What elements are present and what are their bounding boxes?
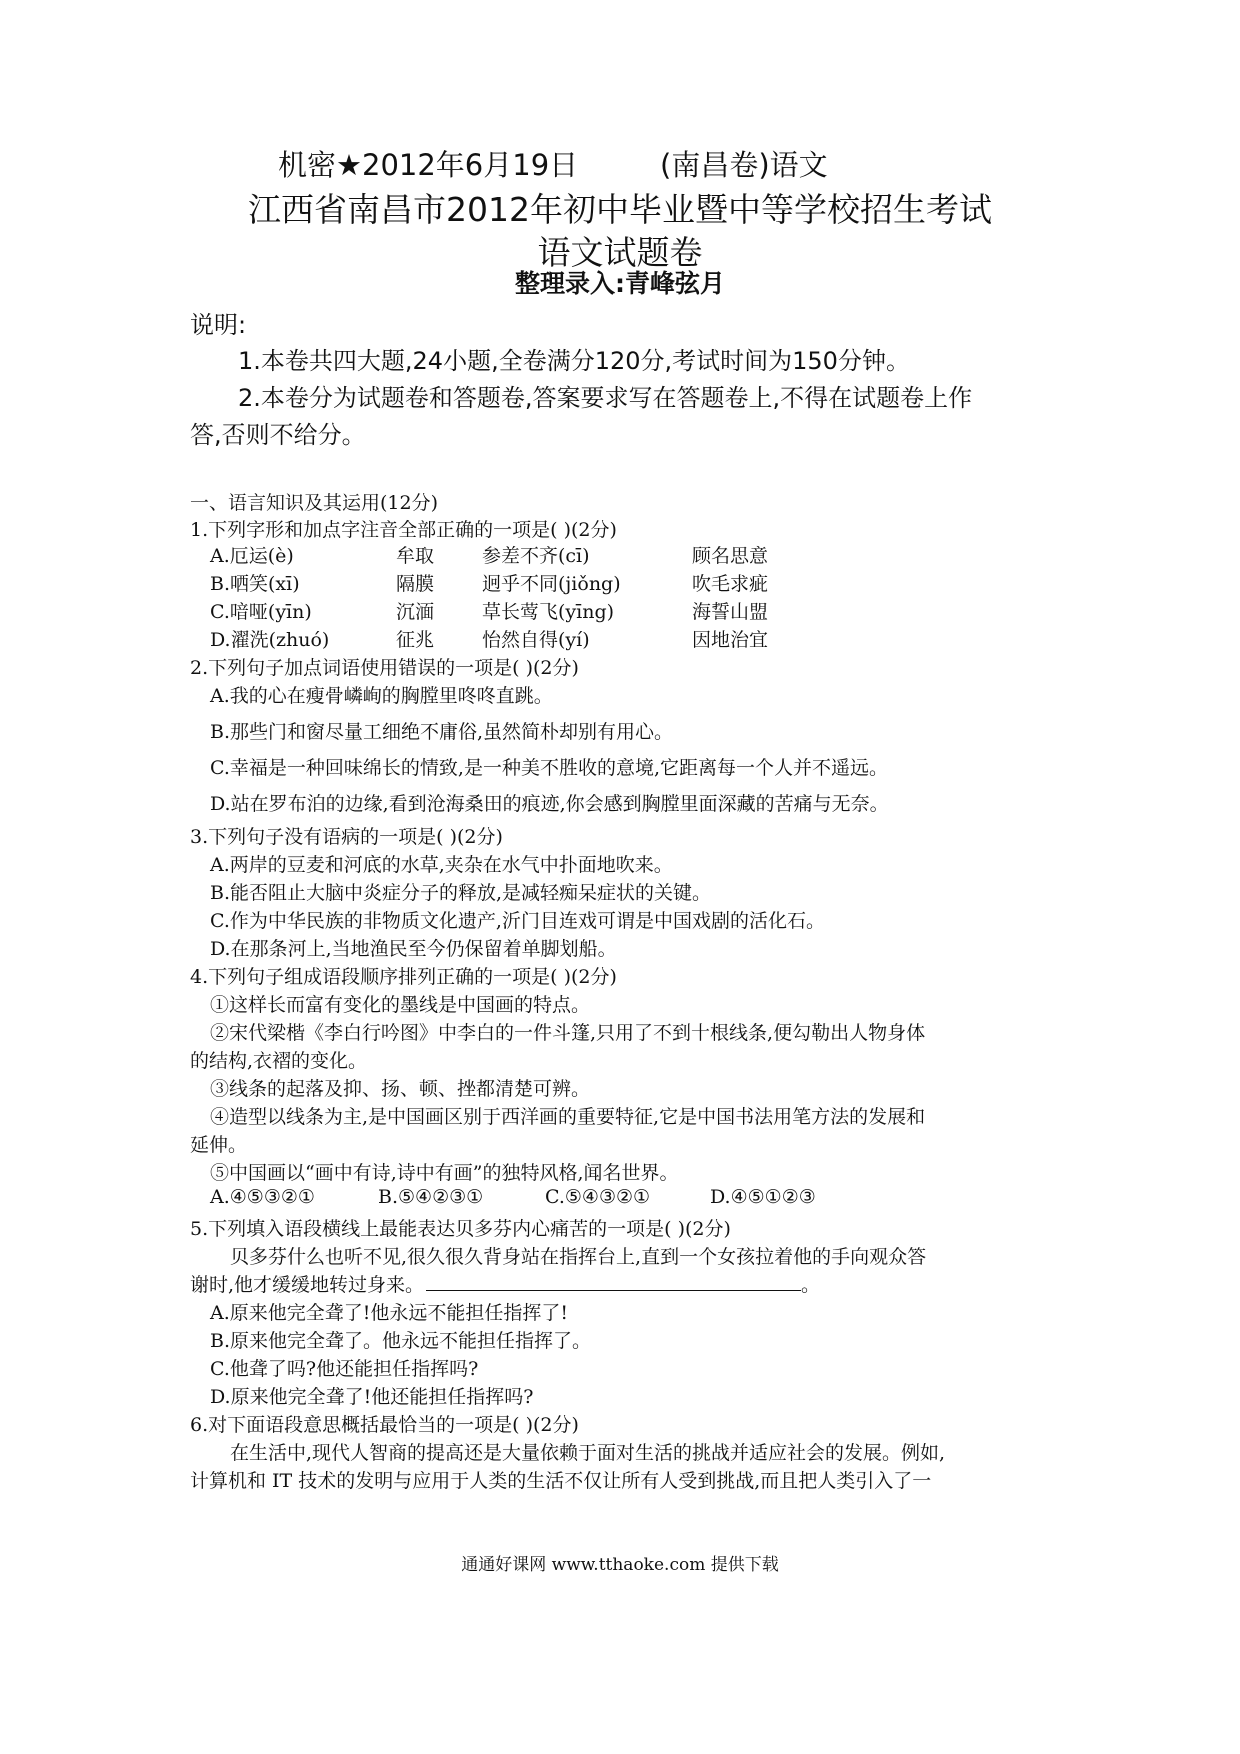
notes-item-1: 1.本卷共四大题,24小题,全卷满分120分,考试时间为150分钟。 bbox=[238, 347, 910, 375]
q5-passage-2-text: 谢时,他才缓缓地转过身来。 bbox=[190, 1274, 425, 1296]
notes-item-2b: 答,否则不给分。 bbox=[190, 421, 366, 449]
q4-option-d: D.④⑤①②③ bbox=[710, 1186, 816, 1208]
q2-option-c: C.幸福是一种回味绵长的情致,是一种美不胜收的意境,它距离每一个人并不遥远。 bbox=[210, 757, 888, 779]
notes-heading: 说明: bbox=[190, 311, 247, 339]
q5-stem: 5.下列填入语段横线上最能表达贝多芬内心痛苦的一项是( )(2分) bbox=[190, 1218, 731, 1240]
q4-sentence-4b: 延伸。 bbox=[190, 1134, 248, 1156]
header-right: (南昌卷)语文 bbox=[660, 148, 828, 182]
q1-a-col4: 顾名思意 bbox=[692, 545, 769, 567]
editor-credit: 整理录入:青峰弦月 bbox=[515, 269, 725, 298]
q2-option-b: B.那些门和窗尽量工细绝不庸俗,虽然简朴却别有用心。 bbox=[210, 721, 674, 743]
q1-d-col3: 怡然自得(yí) bbox=[482, 629, 590, 651]
q5-option-b: B.原来他完全聋了。他永远不能担任指挥了。 bbox=[210, 1330, 592, 1352]
q5-answer-blank bbox=[426, 1272, 801, 1291]
q1-a-col3: 参差不齐(cī) bbox=[482, 545, 590, 567]
page-footer: 通通好课网 www.tthaoke.com 提供下载 bbox=[461, 1555, 779, 1575]
q1-b-col2: 隔膜 bbox=[396, 573, 435, 595]
q2-stem: 2.下列句子加点词语使用错误的一项是( )(2分) bbox=[190, 657, 579, 679]
q4-option-c: C.⑤④③②① bbox=[545, 1186, 651, 1208]
exam-title: 江西省南昌市2012年初中毕业暨中等学校招生考试 bbox=[248, 190, 992, 229]
q4-option-a: A.④⑤③②① bbox=[210, 1186, 315, 1208]
section-title: 一、语言知识及其运用(12分) bbox=[190, 492, 439, 514]
q1-stem: 1.下列字形和加点字注音全部正确的一项是( )(2分) bbox=[190, 519, 617, 541]
q3-option-b: B.能否阻止大脑中炎症分子的释放,是减轻痴呆症状的关键。 bbox=[210, 882, 712, 904]
q3-option-d: D.在那条河上,当地渔民至今仍保留着单脚划船。 bbox=[210, 938, 617, 960]
q5-option-a: A.原来他完全聋了!他永远不能担任指挥了! bbox=[210, 1302, 569, 1324]
q5-passage-2 bbox=[190, 1270, 820, 1297]
q4-sentence-1: ①这样长而富有变化的墨线是中国画的特点。 bbox=[210, 994, 591, 1016]
exam-subtitle: 语文试题卷 bbox=[537, 233, 703, 272]
q5-passage-2-end: 。 bbox=[801, 1274, 821, 1296]
q1-d-col1: D.濯洗(zhuó) bbox=[210, 629, 330, 651]
q4-sentence-2b: 的结构,衣褶的变化。 bbox=[190, 1050, 368, 1072]
q4-stem: 4.下列句子组成语段顺序排列正确的一项是( )(2分) bbox=[190, 966, 617, 988]
notes-item-2a: 2.本卷分为试题卷和答题卷,答案要求写在答题卷上,不得在试题卷上作 bbox=[238, 384, 973, 412]
q1-a-col2: 牟取 bbox=[396, 545, 435, 567]
q1-b-col4: 吹毛求疵 bbox=[692, 573, 769, 595]
q6-passage-1: 在生活中,现代人智商的提高还是大量依赖于面对生活的挑战并适应社会的发展。例如, bbox=[230, 1442, 946, 1464]
q1-c-col3: 草长莺飞(yīng) bbox=[482, 601, 615, 623]
q1-b-col1: B.哂笑(xī) bbox=[210, 573, 300, 595]
q3-stem: 3.下列句子没有语病的一项是( )(2分) bbox=[190, 826, 503, 848]
q1-a-col1: A.厄运(è) bbox=[210, 545, 294, 567]
header-left: 机密★2012年6月19日 bbox=[278, 148, 579, 182]
q4-option-b: B.⑤④②③① bbox=[378, 1186, 484, 1208]
q2-option-a: A.我的心在瘦骨嶙峋的胸膛里咚咚直跳。 bbox=[210, 685, 553, 707]
q3-option-c: C.作为中华民族的非物质文化遗产,沂门目连戏可谓是中国戏剧的活化石。 bbox=[210, 910, 825, 932]
q4-sentence-4a: ④造型以线条为主,是中国画区别于西洋画的重要特征,它是中国书法用笔方法的发展和 bbox=[210, 1106, 926, 1128]
q1-d-col2: 征兆 bbox=[396, 629, 435, 651]
q3-option-a: A.两岸的豆麦和河底的水草,夹杂在水气中扑面地吹来。 bbox=[210, 854, 673, 876]
q6-stem: 6.对下面语段意思概括最恰当的一项是( )(2分) bbox=[190, 1414, 579, 1436]
q1-c-col2: 沉湎 bbox=[396, 601, 435, 623]
q5-option-d: D.原来他完全聋了!他还能担任指挥吗? bbox=[210, 1386, 534, 1408]
q4-sentence-5: ⑤中国画以“画中有诗,诗中有画”的独特风格,闻名世界。 bbox=[210, 1162, 679, 1184]
q2-option-d: D.站在罗布泊的边缘,看到沧海桑田的痕迹,你会感到胸膛里面深藏的苦痛与无奈。 bbox=[210, 793, 889, 815]
q5-option-c: C.他聋了吗?他还能担任指挥吗? bbox=[210, 1358, 479, 1380]
q1-c-col1: C.喑哑(yīn) bbox=[210, 601, 312, 623]
q4-sentence-2a: ②宋代梁楷《李白行吟图》中李白的一件斗篷,只用了不到十根线条,便勾勒出人物身体 bbox=[210, 1022, 926, 1044]
q6-passage-2: 计算机和 IT 技术的发明与应用于人类的生活不仅让所有人受到挑战,而且把人类引入了一 bbox=[190, 1470, 932, 1492]
q1-d-col4: 因地治宜 bbox=[692, 629, 769, 651]
q1-c-col4: 海誓山盟 bbox=[692, 601, 769, 623]
q4-sentence-3: ③线条的起落及抑、扬、顿、挫都清楚可辨。 bbox=[210, 1078, 591, 1100]
q5-passage-1: 贝多芬什么也听不见,很久很久背身站在指挥台上,直到一个女孩拉着他的手向观众答 bbox=[230, 1246, 927, 1268]
q1-b-col3: 迥乎不同(jiǒng) bbox=[482, 573, 621, 595]
